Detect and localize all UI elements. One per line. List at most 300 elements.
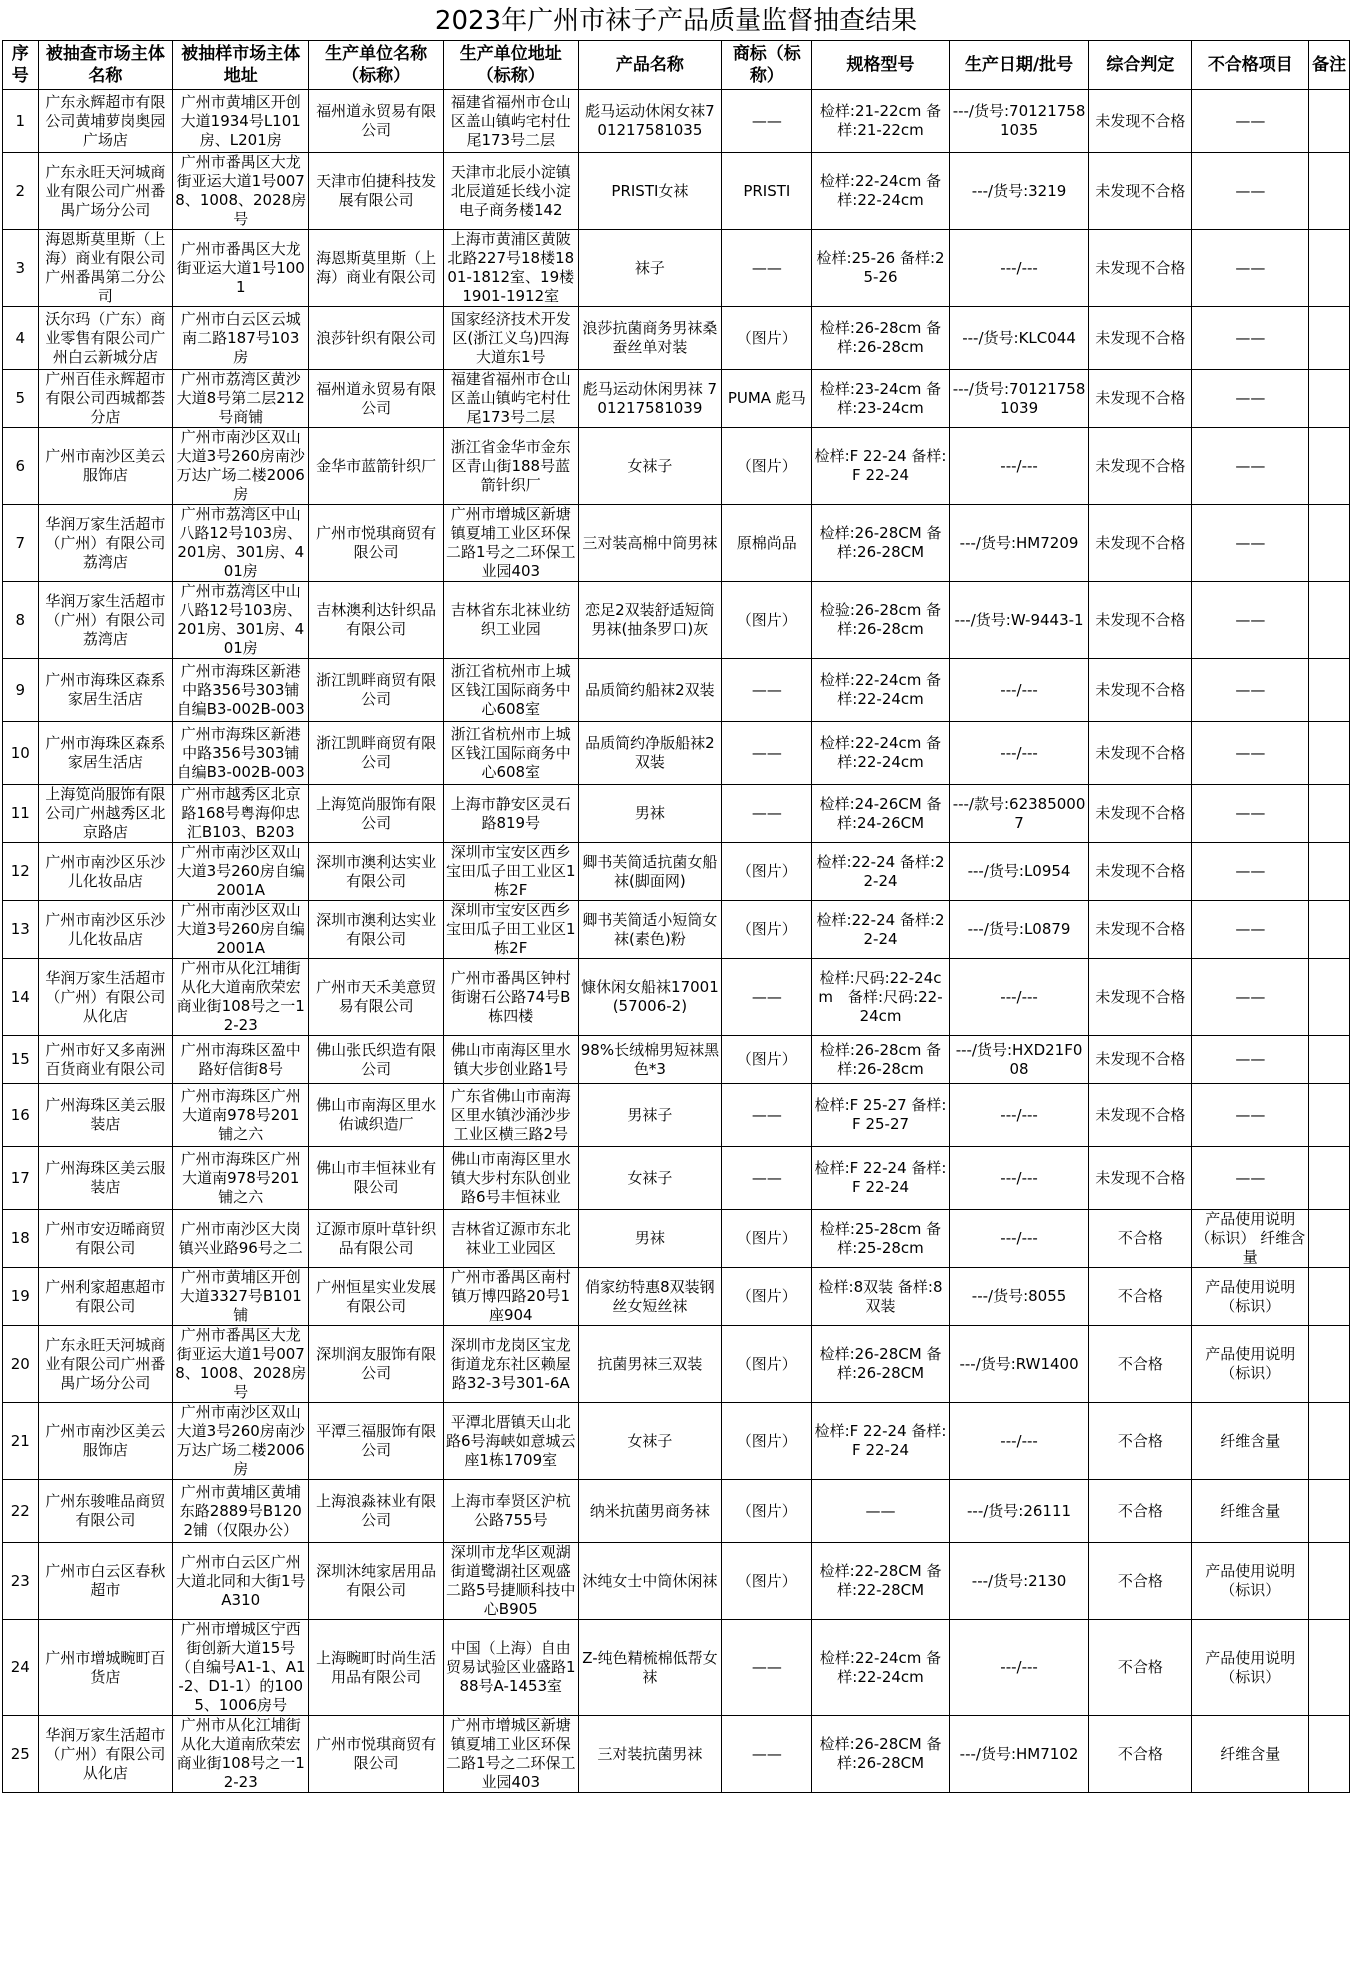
cell-entity-address: 广州市从化江埔街从化大道南欣荣宏商业街108号之一12-23 [173, 1716, 309, 1793]
cell-product-name: 俏家纺特惠8双装钢丝女短丝袜 [578, 1268, 722, 1326]
cell-seq: 3 [3, 230, 39, 307]
cell-batch: ---/货号:KLC044 [949, 307, 1089, 370]
cell-manufacturer: 深圳润友服饰有限公司 [309, 1326, 444, 1403]
cell-manufacturer-address: 平潭北厝镇天山北路6号海峡如意城云座1栋1709室 [443, 1403, 578, 1480]
header-trademark: 商标（标称） [722, 41, 812, 90]
cell-failed-items: —— [1192, 230, 1309, 307]
cell-manufacturer-address: 深圳市宝安区西乡宝田瓜子田工业区1栋2F [443, 901, 578, 959]
cell-spec: 检样:22-24cm 备样:22-24cm [812, 722, 949, 785]
cell-manufacturer-address: 广州市番禺区南村镇万博四路20号1座904 [443, 1268, 578, 1326]
cell-spec: 检样:22-24 备样:22-24 [812, 843, 949, 901]
cell-trademark: （图片） [722, 307, 812, 370]
cell-manufacturer-address: 上海市奉贤区沪杭公路755号 [443, 1480, 578, 1543]
cell-batch: ---/--- [949, 1084, 1089, 1147]
cell-spec: 检样:22-24 备样:22-24 [812, 901, 949, 959]
cell-inspected-entity: 华润万家生活超市（广州）有限公司从化店 [38, 1716, 173, 1793]
cell-manufacturer: 广州市悦琪商贸有限公司 [309, 1716, 444, 1793]
cell-entity-address: 广州市越秀区北京路168号粤海仰忠汇B103、B203 [173, 785, 309, 843]
cell-manufacturer: 金华市蓝箭针织厂 [309, 428, 444, 505]
header-inspected-entity: 被抽查市场主体名称 [38, 41, 173, 90]
table-row [3, 1543, 1350, 1620]
inspection-results-table [2, 40, 1350, 1793]
cell-spec: —— [812, 1480, 949, 1543]
cell-product-name: 98%长绒棉男短袜黑色*3 [578, 1036, 722, 1084]
cell-seq: 13 [3, 901, 39, 959]
cell-failed-items: 产品使用说明（标识） 纤维含量 [1192, 1210, 1309, 1268]
cell-entity-address: 广州市荔湾区中山八路12号103房、201房、301房、401房 [173, 582, 309, 659]
cell-inspected-entity: 华润万家生活超市（广州）有限公司荔湾店 [38, 505, 173, 582]
table-row [3, 153, 1350, 230]
cell-manufacturer-address: 中国（上海）自由贸易试验区业盛路188号A-1453室 [443, 1620, 578, 1716]
table-row [3, 370, 1350, 428]
cell-spec: 检样:23-24cm 备样:23-24cm [812, 370, 949, 428]
cell-seq: 8 [3, 582, 39, 659]
cell-spec: 检样:22-24cm 备样:22-24cm [812, 153, 949, 230]
cell-failed-items: —— [1192, 153, 1309, 230]
cell-failed-items: —— [1192, 901, 1309, 959]
cell-entity-address: 广州市海珠区新港中路356号303铺自编B3-002B-003 [173, 659, 309, 722]
cell-remarks [1309, 428, 1350, 505]
cell-spec: 检样:F 25-27 备样:F 25-27 [812, 1084, 949, 1147]
cell-manufacturer: 海恩斯莫里斯（上海）商业有限公司 [309, 230, 444, 307]
cell-verdict: 未发现不合格 [1089, 785, 1192, 843]
cell-seq: 16 [3, 1084, 39, 1147]
cell-spec: 检样:24-26CM 备样:24-26CM [812, 785, 949, 843]
cell-entity-address: 广州市白云区广州大道北同和大街1号A310 [173, 1543, 309, 1620]
cell-trademark: （图片） [722, 1543, 812, 1620]
cell-product-name: 恋足2双装舒适短筒男袜(抽条罗口)灰 [578, 582, 722, 659]
cell-verdict: 不合格 [1089, 1543, 1192, 1620]
cell-product-name: 三对装抗菌男袜 [578, 1716, 722, 1793]
cell-remarks [1309, 1036, 1350, 1084]
cell-inspected-entity: 华润万家生活超市（广州）有限公司荔湾店 [38, 582, 173, 659]
header-remarks: 备注 [1309, 41, 1350, 90]
table-row [3, 843, 1350, 901]
cell-batch: ---/货号:HM7102 [949, 1716, 1089, 1793]
cell-trademark: （图片） [722, 428, 812, 505]
cell-failed-items: —— [1192, 505, 1309, 582]
cell-verdict: 未发现不合格 [1089, 230, 1192, 307]
cell-trademark: PUMA 彪马 [722, 370, 812, 428]
cell-spec: 检样:8双装 备样:8双装 [812, 1268, 949, 1326]
cell-inspected-entity: 广州市好又多南洲百货商业有限公司 [38, 1036, 173, 1084]
cell-entity-address: 广州市黄埔区开创大道3327号B101铺 [173, 1268, 309, 1326]
cell-manufacturer: 深圳市澳利达实业有限公司 [309, 843, 444, 901]
cell-failed-items: —— [1192, 843, 1309, 901]
cell-remarks [1309, 1326, 1350, 1403]
cell-trademark: —— [722, 785, 812, 843]
cell-entity-address: 广州市南沙区双山大道3号260房自编2001A [173, 901, 309, 959]
cell-verdict: 未发现不合格 [1089, 90, 1192, 153]
cell-spec: 检样:F 22-24 备样:F 22-24 [812, 428, 949, 505]
cell-manufacturer-address: 佛山市南海区里水镇大步村东队创业路6号丰恒袜业 [443, 1147, 578, 1210]
header-manufacturer: 生产单位名称（标称） [309, 41, 444, 90]
cell-product-name: 浪莎抗菌商务男袜桑蚕丝单对装 [578, 307, 722, 370]
cell-inspected-entity: 广州利家超惠超市有限公司 [38, 1268, 173, 1326]
cell-seq: 1 [3, 90, 39, 153]
cell-inspected-entity: 广州市海珠区森系家居生活店 [38, 659, 173, 722]
cell-manufacturer: 深圳市澳利达实业有限公司 [309, 901, 444, 959]
cell-trademark: —— [722, 659, 812, 722]
cell-inspected-entity: 广东永旺天河城商业有限公司广州番禺广场分公司 [38, 1326, 173, 1403]
header-batch: 生产日期/批号 [949, 41, 1089, 90]
cell-product-name: 纳米抗菌男商务袜 [578, 1480, 722, 1543]
cell-batch: ---/--- [949, 1620, 1089, 1716]
cell-manufacturer-address: 国家经济技术开发区(浙江义乌)四海大道东1号 [443, 307, 578, 370]
cell-remarks [1309, 1480, 1350, 1543]
cell-seq: 5 [3, 370, 39, 428]
cell-trademark: —— [722, 959, 812, 1036]
cell-seq: 23 [3, 1543, 39, 1620]
cell-remarks [1309, 1268, 1350, 1326]
cell-verdict: 未发现不合格 [1089, 370, 1192, 428]
cell-failed-items: —— [1192, 659, 1309, 722]
cell-manufacturer-address: 吉林省辽源市东北袜业工业园区 [443, 1210, 578, 1268]
cell-product-name: 女袜子 [578, 1147, 722, 1210]
cell-manufacturer-address: 深圳市龙华区观湖街道鹭湖社区观盛二路5号捷顺科技中心B905 [443, 1543, 578, 1620]
cell-remarks [1309, 582, 1350, 659]
cell-failed-items: 纤维含量 [1192, 1480, 1309, 1543]
cell-product-name: Z-纯色精梳棉低帮女袜 [578, 1620, 722, 1716]
cell-remarks [1309, 1147, 1350, 1210]
cell-spec: 检样:22-24cm 备样:22-24cm [812, 659, 949, 722]
cell-failed-items: 产品使用说明（标识） [1192, 1268, 1309, 1326]
cell-spec: 检样:26-28cm 备样:26-28cm [812, 1036, 949, 1084]
cell-trademark: PRISTI [722, 153, 812, 230]
table-row [3, 582, 1350, 659]
cell-product-name: 卿书芙简适小短筒女袜(素色)粉 [578, 901, 722, 959]
cell-manufacturer: 吉林澳利达针织品有限公司 [309, 582, 444, 659]
cell-product-name: 女袜子 [578, 1403, 722, 1480]
cell-remarks [1309, 370, 1350, 428]
cell-manufacturer: 佛山张氏织造有限公司 [309, 1036, 444, 1084]
cell-manufacturer-address: 广东省佛山市南海区里水镇沙涌沙步工业区横三路2号 [443, 1084, 578, 1147]
cell-remarks [1309, 659, 1350, 722]
cell-failed-items: —— [1192, 959, 1309, 1036]
cell-product-name: 彪马运动休闲男袜 701217581039 [578, 370, 722, 428]
cell-remarks [1309, 307, 1350, 370]
cell-seq: 21 [3, 1403, 39, 1480]
cell-spec: 检验:26-28cm 备样:26-28cm [812, 582, 949, 659]
header-verdict: 综合判定 [1089, 41, 1192, 90]
cell-batch: ---/--- [949, 230, 1089, 307]
cell-failed-items: —— [1192, 1036, 1309, 1084]
cell-batch: ---/货号:W-9443-1 [949, 582, 1089, 659]
table-row [3, 1268, 1350, 1326]
cell-product-name: 抗菌男袜三双装 [578, 1326, 722, 1403]
cell-spec: 检样:22-28CM 备样:22-28CM [812, 1543, 949, 1620]
cell-trademark: （图片） [722, 1268, 812, 1326]
cell-product-name: 品质简约净版船袜2双装 [578, 722, 722, 785]
cell-verdict: 不合格 [1089, 1620, 1192, 1716]
cell-manufacturer: 广州市天禾美意贸易有限公司 [309, 959, 444, 1036]
cell-manufacturer: 佛山市丰恒袜业有限公司 [309, 1147, 444, 1210]
cell-trademark: —— [722, 1716, 812, 1793]
table-row [3, 90, 1350, 153]
cell-remarks [1309, 785, 1350, 843]
cell-inspected-entity: 广州市南沙区乐沙儿化妆品店 [38, 843, 173, 901]
header-spec: 规格型号 [812, 41, 949, 90]
cell-inspected-entity: 广州市南沙区美云服饰店 [38, 1403, 173, 1480]
cell-batch: ---/货号:RW1400 [949, 1326, 1089, 1403]
cell-manufacturer: 福州道永贸易有限公司 [309, 90, 444, 153]
cell-trademark: （图片） [722, 901, 812, 959]
cell-failed-items: —— [1192, 785, 1309, 843]
table-row [3, 1326, 1350, 1403]
cell-product-name: 品质简约船袜2双装 [578, 659, 722, 722]
cell-batch: ---/货号:26111 [949, 1480, 1089, 1543]
cell-seq: 25 [3, 1716, 39, 1793]
cell-failed-items: —— [1192, 370, 1309, 428]
cell-manufacturer-address: 广州市番禺区钟村街谢石公路74号B栋四楼 [443, 959, 578, 1036]
cell-seq: 11 [3, 785, 39, 843]
cell-failed-items: —— [1192, 307, 1309, 370]
cell-entity-address: 广州市番禺区大龙街亚运大道1号1001 [173, 230, 309, 307]
cell-failed-items: 纤维含量 [1192, 1403, 1309, 1480]
header-manufacturer-address: 生产单位地址（标称） [443, 41, 578, 90]
cell-manufacturer-address: 上海市静安区灵石路819号 [443, 785, 578, 843]
cell-manufacturer: 浪莎针织有限公司 [309, 307, 444, 370]
cell-product-name: 彪马运动休闲女袜701217581035 [578, 90, 722, 153]
cell-trademark: （图片） [722, 582, 812, 659]
cell-remarks [1309, 1403, 1350, 1480]
table-row [3, 1403, 1350, 1480]
cell-batch: ---/货号:2130 [949, 1543, 1089, 1620]
cell-manufacturer: 浙江凯畔商贸有限公司 [309, 722, 444, 785]
table-row [3, 959, 1350, 1036]
cell-trademark: （图片） [722, 1036, 812, 1084]
cell-entity-address: 广州市白云区云城南二路187号103房 [173, 307, 309, 370]
cell-manufacturer: 浙江凯畔商贸有限公司 [309, 659, 444, 722]
cell-seq: 18 [3, 1210, 39, 1268]
table-row [3, 1716, 1350, 1793]
cell-trademark: （图片） [722, 1210, 812, 1268]
cell-batch: ---/--- [949, 959, 1089, 1036]
cell-product-name: 卿书芙简适抗菌女船袜(脚面网) [578, 843, 722, 901]
cell-failed-items: —— [1192, 582, 1309, 659]
cell-product-name: 三对装高棉中筒男袜 [578, 505, 722, 582]
document-title: 2023年广州市袜子产品质量监督抽查结果 [434, 6, 918, 36]
cell-trademark: （图片） [722, 843, 812, 901]
cell-entity-address: 广州市荔湾区中山八路12号103房、201房、301房、401房 [173, 505, 309, 582]
cell-seq: 15 [3, 1036, 39, 1084]
table-row [3, 785, 1350, 843]
cell-manufacturer-address: 深圳市龙岗区宝龙街道龙东社区赖屋路32-3号301-6A [443, 1326, 578, 1403]
cell-entity-address: 广州市荔湾区黄沙大道8号第二层212号商铺 [173, 370, 309, 428]
cell-batch: ---/货号:HXD21F008 [949, 1036, 1089, 1084]
cell-remarks [1309, 153, 1350, 230]
cell-entity-address: 广州市南沙区双山大道3号260房南沙万达广场二楼2006房 [173, 1403, 309, 1480]
cell-product-name: 男袜子 [578, 1084, 722, 1147]
cell-batch: ---/货号:L0954 [949, 843, 1089, 901]
cell-product-name: PRISTI女袜 [578, 153, 722, 230]
cell-verdict: 未发现不合格 [1089, 659, 1192, 722]
cell-spec: 检样:F 22-24 备样:F 22-24 [812, 1147, 949, 1210]
cell-manufacturer-address: 佛山市南海区里水镇大步创业路1号 [443, 1036, 578, 1084]
cell-remarks [1309, 1543, 1350, 1620]
cell-failed-items: 产品使用说明（标识） [1192, 1543, 1309, 1620]
table-row [3, 1620, 1350, 1716]
cell-failed-items: —— [1192, 1147, 1309, 1210]
cell-manufacturer: 天津市伯捷科技发展有限公司 [309, 153, 444, 230]
cell-entity-address: 广州市黄埔区黄埔东路2889号B1202铺（仅限办公） [173, 1480, 309, 1543]
cell-remarks [1309, 722, 1350, 785]
cell-trademark: —— [722, 230, 812, 307]
cell-spec: 检样:21-22cm 备样:21-22cm [812, 90, 949, 153]
cell-inspected-entity: 广州海珠区美云服装店 [38, 1147, 173, 1210]
cell-trademark: —— [722, 1147, 812, 1210]
cell-product-name: 女袜子 [578, 428, 722, 505]
cell-seq: 4 [3, 307, 39, 370]
table-row [3, 1210, 1350, 1268]
cell-verdict: 未发现不合格 [1089, 153, 1192, 230]
cell-entity-address: 广州市从化江埔街从化大道南欣荣宏商业街108号之一12-23 [173, 959, 309, 1036]
cell-trademark: （图片） [722, 1403, 812, 1480]
cell-verdict: 未发现不合格 [1089, 901, 1192, 959]
cell-seq: 7 [3, 505, 39, 582]
cell-entity-address: 广州市海珠区新港中路356号303铺自编B3-002B-003 [173, 722, 309, 785]
cell-failed-items: —— [1192, 722, 1309, 785]
cell-verdict: 未发现不合格 [1089, 1147, 1192, 1210]
cell-failed-items: 纤维含量 [1192, 1716, 1309, 1793]
cell-seq: 19 [3, 1268, 39, 1326]
cell-inspected-entity: 广州东骏唯品商贸有限公司 [38, 1480, 173, 1543]
cell-trademark: —— [722, 1084, 812, 1147]
cell-entity-address: 广州市番禺区大龙街亚运大道1号0078、1008、2028房号 [173, 1326, 309, 1403]
cell-entity-address: 广州市南沙区双山大道3号260房自编2001A [173, 843, 309, 901]
cell-trademark: （图片） [722, 1480, 812, 1543]
cell-inspected-entity: 广州市安迈晞商贸有限公司 [38, 1210, 173, 1268]
cell-verdict: 未发现不合格 [1089, 959, 1192, 1036]
cell-manufacturer: 深圳沐纯家居用品有限公司 [309, 1543, 444, 1620]
cell-manufacturer-address: 浙江省金华市金东区青山街188号蓝箭针织厂 [443, 428, 578, 505]
header-failed-items: 不合格项目 [1192, 41, 1309, 90]
cell-verdict: 不合格 [1089, 1326, 1192, 1403]
cell-remarks [1309, 90, 1350, 153]
cell-failed-items: —— [1192, 428, 1309, 505]
cell-inspected-entity: 海恩斯莫里斯（上海）商业有限公司广州番禺第二分公司 [38, 230, 173, 307]
cell-entity-address: 广州市番禺区大龙街亚运大道1号0078、1008、2028房号 [173, 153, 309, 230]
cell-batch: ---/--- [949, 722, 1089, 785]
table-row [3, 230, 1350, 307]
cell-remarks [1309, 1210, 1350, 1268]
cell-manufacturer: 广州市悦琪商贸有限公司 [309, 505, 444, 582]
cell-trademark: —— [722, 1620, 812, 1716]
cell-manufacturer: 福州道永贸易有限公司 [309, 370, 444, 428]
table-row [3, 1147, 1350, 1210]
cell-trademark: —— [722, 90, 812, 153]
cell-manufacturer-address: 福建省福州市仓山区盖山镇屿宅村仕尾173号二层 [443, 370, 578, 428]
cell-verdict: 未发现不合格 [1089, 1084, 1192, 1147]
cell-manufacturer-address: 广州市增城区新塘镇夏埔工业区环保二路1号之二环保工业园403 [443, 1716, 578, 1793]
table-row [3, 722, 1350, 785]
cell-spec: 检样:26-28CM 备样:26-28CM [812, 505, 949, 582]
cell-verdict: 不合格 [1089, 1268, 1192, 1326]
cell-inspected-entity: 广州市增城畹町百货店 [38, 1620, 173, 1716]
cell-manufacturer: 佛山市南海区里水佑诚织造厂 [309, 1084, 444, 1147]
cell-batch: ---/货号:701217581039 [949, 370, 1089, 428]
cell-verdict: 不合格 [1089, 1716, 1192, 1793]
cell-manufacturer-address: 上海市黄浦区黄陂北路227号18楼1801-1812室、19楼1901-1912室 [443, 230, 578, 307]
cell-remarks [1309, 1084, 1350, 1147]
cell-inspected-entity: 上海笕尚服饰有限公司广州越秀区北京路店 [38, 785, 173, 843]
header-seq: 序号 [3, 41, 39, 90]
cell-verdict: 未发现不合格 [1089, 722, 1192, 785]
cell-verdict: 未发现不合格 [1089, 505, 1192, 582]
table-row [3, 428, 1350, 505]
cell-seq: 10 [3, 722, 39, 785]
cell-manufacturer: 广州恒星实业发展有限公司 [309, 1268, 444, 1326]
cell-batch: ---/货号:L0879 [949, 901, 1089, 959]
cell-failed-items: 产品使用说明（标识） [1192, 1620, 1309, 1716]
cell-inspected-entity: 广东永旺天河城商业有限公司广州番禺广场分公司 [38, 153, 173, 230]
cell-spec: 检样:26-28cm 备样:26-28cm [812, 307, 949, 370]
cell-seq: 17 [3, 1147, 39, 1210]
cell-seq: 12 [3, 843, 39, 901]
cell-inspected-entity: 广州海珠区美云服装店 [38, 1084, 173, 1147]
cell-batch: ---/--- [949, 659, 1089, 722]
cell-seq: 14 [3, 959, 39, 1036]
cell-product-name: 男袜 [578, 1210, 722, 1268]
cell-inspected-entity: 广东永辉超市有限公司黄埔萝岗奥园广场店 [38, 90, 173, 153]
cell-batch: ---/--- [949, 1403, 1089, 1480]
cell-spec: 检样:25-28cm 备样:25-28cm [812, 1210, 949, 1268]
table-row [3, 1084, 1350, 1147]
cell-seq: 24 [3, 1620, 39, 1716]
cell-verdict: 不合格 [1089, 1480, 1192, 1543]
cell-inspected-entity: 广州市南沙区乐沙儿化妆品店 [38, 901, 173, 959]
cell-remarks [1309, 959, 1350, 1036]
header-entity-address: 被抽样市场主体地址 [173, 41, 309, 90]
cell-batch: ---/货号:3219 [949, 153, 1089, 230]
cell-product-name: 男袜 [578, 785, 722, 843]
cell-inspected-entity: 广州市南沙区美云服饰店 [38, 428, 173, 505]
cell-inspected-entity: 广州市白云区春秋超市 [38, 1543, 173, 1620]
cell-failed-items: —— [1192, 90, 1309, 153]
cell-manufacturer: 上海笕尚服饰有限公司 [309, 785, 444, 843]
cell-spec: 检样:26-28CM 备样:26-28CM [812, 1716, 949, 1793]
cell-inspected-entity: 广州市海珠区森系家居生活店 [38, 722, 173, 785]
cell-manufacturer: 辽源市原叶草针织品有限公司 [309, 1210, 444, 1268]
cell-manufacturer-address: 福建省福州市仓山区盖山镇屿宅村仕尾173号二层 [443, 90, 578, 153]
cell-manufacturer-address: 浙江省杭州市上城区钱江国际商务中心608室 [443, 659, 578, 722]
cell-batch: ---/货号:8055 [949, 1268, 1089, 1326]
table-row [3, 1480, 1350, 1543]
cell-manufacturer: 平潭三福服饰有限公司 [309, 1403, 444, 1480]
cell-manufacturer: 上海畹町时尚生活用品有限公司 [309, 1620, 444, 1716]
cell-batch: ---/--- [949, 1210, 1089, 1268]
cell-manufacturer-address: 吉林省东北袜业纺织工业园 [443, 582, 578, 659]
cell-spec: 检样:尺码:22-24cm 备样:尺码:22-24cm [812, 959, 949, 1036]
table-row [3, 1036, 1350, 1084]
cell-batch: ---/货号:HM7209 [949, 505, 1089, 582]
cell-verdict: 未发现不合格 [1089, 307, 1192, 370]
cell-verdict: 未发现不合格 [1089, 428, 1192, 505]
cell-manufacturer-address: 浙江省杭州市上城区钱江国际商务中心608室 [443, 722, 578, 785]
table-header-row [3, 41, 1350, 90]
cell-batch: ---/--- [949, 428, 1089, 505]
cell-manufacturer-address: 天津市北辰小淀镇北辰道延长线小淀电子商务楼142 [443, 153, 578, 230]
cell-seq: 20 [3, 1326, 39, 1403]
table-row [3, 659, 1350, 722]
header-product-name: 产品名称 [578, 41, 722, 90]
cell-product-name: 袜子 [578, 230, 722, 307]
cell-remarks [1309, 843, 1350, 901]
cell-remarks [1309, 230, 1350, 307]
cell-failed-items: 产品使用说明（标识） [1192, 1326, 1309, 1403]
cell-inspected-entity: 华润万家生活超市（广州）有限公司从化店 [38, 959, 173, 1036]
cell-verdict: 不合格 [1089, 1403, 1192, 1480]
